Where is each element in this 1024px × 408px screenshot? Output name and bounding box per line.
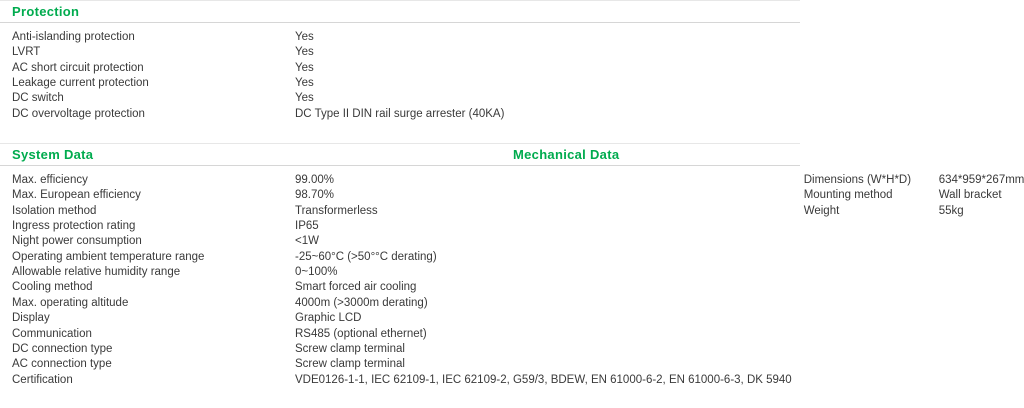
table-row xyxy=(12,280,792,295)
mechanical-data-rows xyxy=(792,173,1024,388)
spec-label: Isolation method xyxy=(12,204,97,217)
spec-label: Max. operating altitude xyxy=(12,296,129,309)
table-row xyxy=(12,373,792,388)
spec-value: DC Type II DIN rail surge arrester (40KA) xyxy=(295,107,505,120)
spec-label: Weight xyxy=(803,204,840,217)
section-title-mechanical-data: Mechanical Data xyxy=(513,147,620,163)
spec-label: Cooling method xyxy=(12,281,93,294)
spec-value: -25~60°C (>50°°C derating) xyxy=(295,250,437,263)
table-row xyxy=(12,265,792,280)
table-row xyxy=(804,188,1024,203)
table-row xyxy=(12,188,792,203)
spec-label: Leakage current protection xyxy=(12,77,149,90)
table-row xyxy=(12,250,792,265)
spec-label: Certification xyxy=(12,373,73,386)
spec-label: Max. efficiency xyxy=(12,174,88,187)
system-data-rows xyxy=(0,173,792,388)
spec-value: Screw clamp terminal xyxy=(295,342,405,355)
table-row xyxy=(12,91,800,106)
spec-value: IP65 xyxy=(295,220,319,233)
spec-value: 99.00% xyxy=(295,174,335,187)
table-row xyxy=(12,327,792,342)
spec-label: LVRT xyxy=(12,46,41,59)
spec-label: Mounting method xyxy=(803,189,893,202)
spec-value: 634*959*267mm xyxy=(938,174,1024,187)
table-row xyxy=(12,45,800,60)
table-row xyxy=(12,296,792,311)
spec-value: Yes xyxy=(295,31,314,43)
spec-label: Communication xyxy=(12,327,92,340)
spec-label: DC connection type xyxy=(12,342,113,355)
spec-label: DC switch xyxy=(12,92,64,105)
table-row xyxy=(12,219,792,234)
spec-label: DC overvoltage protection xyxy=(12,107,145,120)
table-row xyxy=(804,173,1024,188)
spec-value: Yes xyxy=(295,46,314,59)
table-row xyxy=(12,204,792,219)
spec-value: Yes xyxy=(295,61,314,74)
spec-label: Display xyxy=(12,312,50,325)
spec-value: 55kg xyxy=(938,204,964,217)
spec-value: Yes xyxy=(295,77,314,90)
spec-label: Dimensions (W*H*D) xyxy=(803,174,912,187)
spec-value: Graphic LCD xyxy=(295,312,362,325)
spec-label: Night power consumption xyxy=(12,235,142,248)
spec-label: Max. European efficiency xyxy=(12,189,141,202)
spec-value: <1W xyxy=(295,235,319,248)
spec-label: Allowable relative humidity range xyxy=(12,266,181,279)
spec-label: Operating ambient temperature range xyxy=(12,250,205,263)
spec-value: Yes xyxy=(295,92,314,105)
section-title-protection: Protection xyxy=(12,4,80,19)
section-title-system-data: System Data xyxy=(12,147,94,163)
spec-value: Smart forced air cooling xyxy=(295,281,417,294)
table-row xyxy=(12,61,800,76)
spec-value: Screw clamp terminal xyxy=(295,358,405,371)
table-row xyxy=(12,357,792,372)
spec-label: Anti-islanding protection xyxy=(12,31,135,43)
table-row xyxy=(12,311,792,326)
spec-value: Transformerless xyxy=(295,204,378,217)
protection-header-bar xyxy=(0,0,800,23)
table-row xyxy=(12,107,800,122)
section-protection xyxy=(0,0,800,122)
table-row xyxy=(12,234,792,249)
spec-value: VDE0126-1-1, IEC 62109-1, IEC 62109-2, G59/3, BDEW, EN 61000-6-2, EN 61000-6-3, DK 5940 xyxy=(295,373,792,386)
table-row xyxy=(12,173,792,188)
table-row xyxy=(12,30,800,45)
spec-value: 98.70% xyxy=(295,189,335,202)
protection-rows xyxy=(0,30,800,122)
spec-label: AC connection type xyxy=(12,358,112,371)
spec-value: RS485 (optional ethernet) xyxy=(295,327,427,340)
spec-label: AC short circuit protection xyxy=(12,61,144,74)
table-row xyxy=(12,76,800,91)
spec-value: Wall bracket xyxy=(938,189,1002,202)
spec-value: 4000m (>3000m derating) xyxy=(295,296,428,309)
system-mechanical-header-bar xyxy=(0,143,800,166)
system-mechanical-body xyxy=(0,166,1024,388)
spec-label: Ingress protection rating xyxy=(12,220,136,233)
spec-value: 0~100% xyxy=(295,266,338,279)
table-row xyxy=(804,204,1024,219)
table-row xyxy=(12,342,792,357)
